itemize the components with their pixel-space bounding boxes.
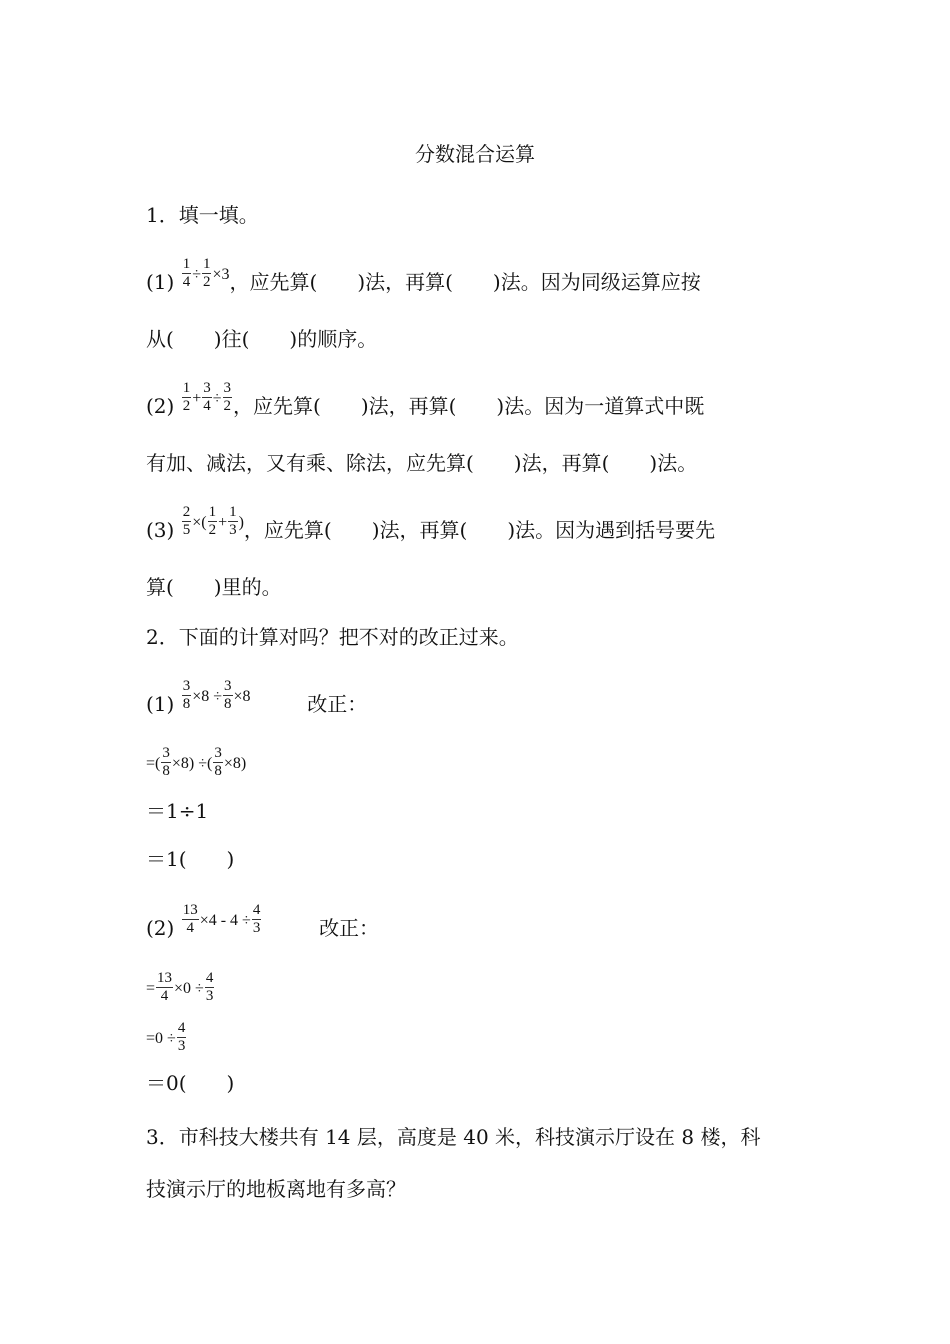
q1-p3-expression: $\frac{2}{5}$ ×( $\frac{1}{2}$ + $\frac{1}{3}$ ) — [182, 504, 244, 538]
q3-line1: 3．市科技大楼共有 14 层，高度是 40 米，科技演示厅设在 8 楼，科 — [146, 1125, 761, 1149]
q1-header: 1．填一填。 — [146, 203, 259, 227]
page-title: 分数混合运算 — [415, 142, 535, 166]
q2-p1-step2: ＝1÷1 — [146, 799, 209, 823]
fraction: $\frac{1}{3}$ — [229, 504, 237, 538]
q1-p1-expression: $\frac{1}{4}$ ÷ $\frac{1}{2}$ ×3 — [182, 256, 230, 290]
q2-header: 2．下面的计算对吗？把不对的改正过来。 — [146, 625, 519, 649]
fraction: $\frac{3}{8}$ — [214, 745, 222, 779]
q1-p2-expression: $\frac{1}{2}$ + $\frac{3}{4}$ ÷ $\frac{3}{2}$ — [182, 380, 232, 414]
fraction: $\frac{3}{8}$ — [162, 745, 170, 779]
q2-p2-step1: = $\frac{13}{4}$ ×0 ÷ $\frac{4}{3}$ — [146, 970, 214, 1004]
q2-p1-label: (1) — [146, 692, 175, 716]
q1-part3-line1 — [146, 504, 716, 549]
q1-part2-line1 — [146, 380, 705, 425]
q2-p2-step2: =0 ÷ $\frac{4}{3}$ — [146, 1020, 186, 1054]
q2-p2-step3: ＝0( ) — [146, 1071, 235, 1095]
q2-part1-line — [146, 678, 368, 723]
q1-p1-text: ，应先算( )法，再算( )法。因为同级运算应按 — [229, 270, 701, 294]
q2-p2-expression: $\frac{13}{4}$ ×4 - 4 ÷ $\frac{4}{3}$ — [182, 902, 261, 936]
q2-p1-correction-label: 改正： — [307, 692, 368, 716]
q1-p3-text: ，应先算( )法，再算( )法。因为遇到括号要先 — [243, 518, 716, 542]
fraction: $\frac{1}{2}$ — [202, 256, 211, 290]
fraction: $\frac{1}{2}$ — [182, 380, 191, 414]
q2-part2-line — [146, 902, 380, 947]
q2-p1-step1: =( $\frac{3}{8}$ ×8) ÷( $\frac{3}{8}$ ×8) — [146, 745, 247, 779]
fraction: $\frac{3}{2}$ — [223, 380, 232, 414]
q2-p2-label: (2) — [146, 916, 175, 940]
fraction: $\frac{1}{2}$ — [208, 504, 217, 538]
fraction: $\frac{1}{4}$ — [182, 256, 191, 290]
fraction: $\frac{4}{3}$ — [205, 970, 214, 1004]
q2-p2-correction-label: 改正： — [319, 916, 380, 940]
q1-part1-line2: 从( )往( )的顺序。 — [146, 327, 378, 351]
fraction: $\frac{4}{3}$ — [177, 1020, 186, 1054]
q2-p1-expression: $\frac{3}{8}$ ×8 ÷ $\frac{3}{8}$ ×8 — [182, 678, 251, 712]
fraction: $\frac{13}{4}$ — [182, 902, 198, 936]
q1-p1-label: (1) — [146, 270, 175, 294]
q3-line2: 技演示厅的地板离地有多高？ — [146, 1177, 406, 1201]
q1-part1-line1 — [146, 256, 701, 301]
fraction: $\frac{3}{8}$ — [224, 678, 232, 712]
q1-p2-text: ，应先算( )法，再算( )法。因为一道算式中既 — [233, 394, 705, 418]
q1-p2-label: (2) — [146, 394, 175, 418]
fraction: $\frac{2}{5}$ — [182, 504, 191, 538]
q1-p3-label: (3) — [146, 518, 175, 542]
q2-p1-step3: ＝1( ) — [146, 847, 235, 871]
q1-part3-line2: 算( )里的。 — [146, 575, 282, 599]
fraction: $\frac{4}{3}$ — [252, 902, 261, 936]
fraction: $\frac{3}{8}$ — [182, 678, 191, 712]
q1-part2-line2: 有加、减法，又有乘、除法，应先算( )法，再算( )法。 — [146, 451, 698, 475]
fraction: $\frac{13}{4}$ — [157, 970, 173, 1004]
fraction: $\frac{3}{4}$ — [203, 380, 211, 414]
